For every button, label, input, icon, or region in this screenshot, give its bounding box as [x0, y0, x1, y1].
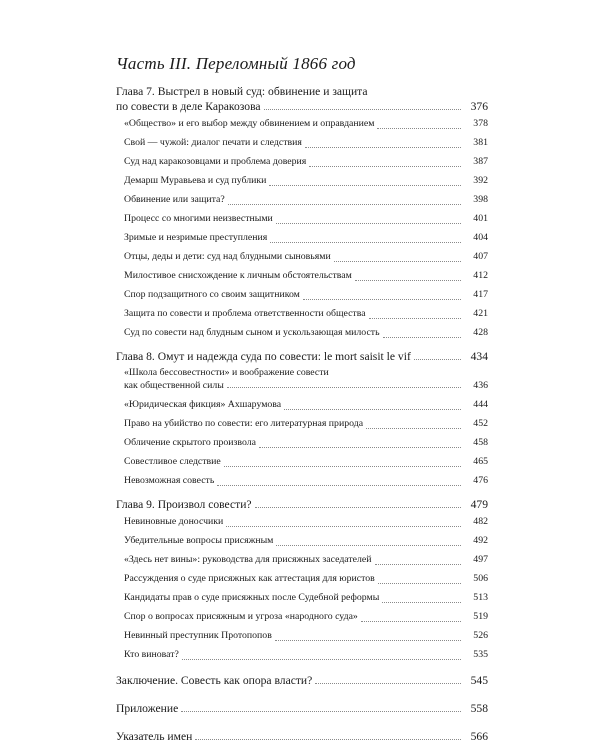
page-number: 545: [461, 673, 488, 688]
page-number: 465: [461, 452, 488, 471]
toc-entry: [116, 304, 488, 323]
entry-title: Заключение. Совесть как опора власти?: [116, 673, 315, 688]
toc-entry: [116, 588, 488, 607]
page-number: 436: [461, 380, 488, 393]
toc-entry: [116, 550, 488, 569]
page-number: 497: [461, 550, 488, 569]
chapter-title-line: Глава 8. Омут и надежда суда по совести: le mort saisit le vif: [116, 349, 414, 364]
page-number: 566: [461, 729, 488, 744]
toc-conclusion: [116, 673, 488, 688]
entry-title: Рассуждения о суде присяжных как аттестация для юристов: [124, 569, 378, 588]
toc-entry: [116, 171, 488, 190]
chapter-7: [116, 84, 488, 114]
dot-leader: [181, 711, 461, 712]
dot-leader: [414, 359, 461, 360]
toc-entry: [116, 414, 488, 433]
entry-title: Процесс со многими неизвестными: [124, 209, 276, 228]
dot-leader: [334, 261, 461, 262]
page-number: 458: [461, 433, 488, 452]
toc-entry: [116, 190, 488, 209]
toc-entry: [116, 452, 488, 471]
entry-title-line: как общественной силы: [124, 380, 227, 393]
entry-title: Кто виноват?: [124, 645, 182, 664]
toc-name-index: [116, 729, 488, 744]
page-number: 404: [461, 228, 488, 247]
toc-appendix: [116, 701, 488, 716]
page-number: 452: [461, 414, 488, 433]
dot-leader: [284, 409, 461, 410]
dot-leader: [275, 640, 461, 641]
toc-entry: [116, 323, 488, 342]
page-number: 381: [461, 133, 488, 152]
toc-entry: [116, 285, 488, 304]
chapter-title-row: [116, 99, 488, 114]
toc-entry: [116, 395, 488, 414]
dot-leader: [270, 242, 461, 243]
entry-title: «Общество» и его выбор между обвинением и оправданием: [124, 114, 377, 133]
entry-title-row: [124, 380, 488, 393]
entry-title: Обличение скрытого произвола: [124, 433, 259, 452]
entry-title: Приложение: [116, 701, 181, 716]
dot-leader: [276, 545, 461, 546]
page-number: 376: [461, 99, 488, 114]
dot-leader: [269, 185, 461, 186]
dot-leader: [217, 485, 461, 486]
dot-leader: [361, 621, 461, 622]
entry-title: Защита по совести и проблема ответственности общества: [124, 304, 369, 323]
dot-leader: [227, 387, 461, 388]
toc-entry: [116, 133, 488, 152]
entry-title: Невиновные доносчики: [124, 512, 226, 531]
entry-title: Обвинение или защита?: [124, 190, 228, 209]
toc-entry: [116, 152, 488, 171]
page-number: 535: [461, 645, 488, 664]
entry-title: Указатель имен: [116, 729, 195, 744]
toc-entry: [116, 114, 488, 133]
page-number: 378: [461, 114, 488, 133]
entry-title: «Здесь нет вины»: руководства для присяжных заседателей: [124, 550, 375, 569]
dot-leader: [228, 204, 461, 205]
entry-title: Демарш Муравьева и суд публики: [124, 171, 269, 190]
entry-title: Совестливое следствие: [124, 452, 224, 471]
entry-title: Невинный преступник Протопопов: [124, 626, 275, 645]
entry-title: Свой — чужой: диалог печати и следствия: [124, 133, 305, 152]
entry-title: Отцы, деды и дети: суд над блудными сыновьями: [124, 247, 334, 266]
toc-entry: [116, 247, 488, 266]
dot-leader: [377, 128, 461, 129]
toc-entry: [116, 433, 488, 452]
dot-leader: [303, 299, 461, 300]
page-number: 492: [461, 531, 488, 550]
dot-leader: [305, 147, 461, 148]
page-number: 407: [461, 247, 488, 266]
toc-entry: [116, 512, 488, 531]
page-number: 428: [461, 323, 488, 342]
dot-leader: [383, 337, 461, 338]
page-number: 506: [461, 569, 488, 588]
page-number: 482: [461, 512, 488, 531]
dot-leader: [369, 318, 461, 319]
entry-title: Спор подзащитного со своим защитником: [124, 285, 303, 304]
chapter-title-line: по совести в деле Каракозова: [116, 99, 264, 114]
entry-title: Право на убийство по совести: его литературная природа: [124, 414, 366, 433]
page-number: 479: [461, 497, 488, 512]
page-number: 444: [461, 395, 488, 414]
dot-leader: [315, 683, 461, 684]
dot-leader: [264, 109, 461, 110]
dot-leader: [226, 526, 461, 527]
page-number: 387: [461, 152, 488, 171]
toc-entry: [116, 569, 488, 588]
dot-leader: [366, 428, 461, 429]
page-number: 401: [461, 209, 488, 228]
entry-title: Кандидаты прав о суде присяжных после Судебной реформы: [124, 588, 382, 607]
dot-leader: [259, 447, 461, 448]
entry-title-line: «Школа бессовестности» и воображение совести: [124, 367, 329, 378]
entry-title: Зримые и незримые преступления: [124, 228, 270, 247]
dot-leader: [224, 466, 461, 467]
chapter-title-line: Глава 7. Выстрел в новый суд: обвинение и защита: [116, 85, 368, 98]
entry-title: «Юридическая фикция» Ахшарумова: [124, 395, 284, 414]
table-of-contents: [116, 84, 488, 744]
toc-entry: [116, 228, 488, 247]
entry-title: Суд над каракозовцами и проблема доверия: [124, 152, 309, 171]
entry-title: Суд по совести над блудным сыном и ускользающая милость: [124, 323, 383, 342]
chapter-title-line: Глава 9. Произвол совести?: [116, 497, 255, 512]
page-number: 421: [461, 304, 488, 323]
chapter-9: [116, 497, 488, 512]
page-number: 476: [461, 471, 488, 490]
dot-leader: [375, 564, 461, 565]
toc-entry: [116, 266, 488, 285]
dot-leader: [195, 739, 461, 740]
dot-leader: [382, 602, 461, 603]
page-number: 412: [461, 266, 488, 285]
toc-entry: [116, 645, 488, 664]
page-number: 526: [461, 626, 488, 645]
page-number: 392: [461, 171, 488, 190]
dot-leader: [255, 507, 461, 508]
part-title: Часть III. Переломный 1866 год: [116, 54, 356, 73]
toc-entry: [116, 531, 488, 550]
toc-entry: [116, 607, 488, 626]
toc-entry: [116, 626, 488, 645]
entry-title: Убедительные вопросы присяжным: [124, 531, 276, 550]
page-number: 417: [461, 285, 488, 304]
dot-leader: [355, 280, 461, 281]
dot-leader: [182, 659, 461, 660]
dot-leader: [309, 166, 461, 167]
page-number: 398: [461, 190, 488, 209]
page-number: 558: [461, 701, 488, 716]
toc-entry: [116, 471, 488, 490]
dot-leader: [276, 223, 461, 224]
toc-entry: [116, 209, 488, 228]
page-number: 434: [461, 349, 488, 364]
entry-title: Невозможная совесть: [124, 471, 217, 490]
entry-title: Спор о вопросах присяжным и угроза «народного суда»: [124, 607, 361, 626]
dot-leader: [378, 583, 461, 584]
page-number: 519: [461, 607, 488, 626]
chapter-8: [116, 349, 488, 364]
page-number: 513: [461, 588, 488, 607]
toc-entry: [116, 364, 488, 395]
entry-title: Милостивое снисхождение к личным обстоятельствам: [124, 266, 355, 285]
